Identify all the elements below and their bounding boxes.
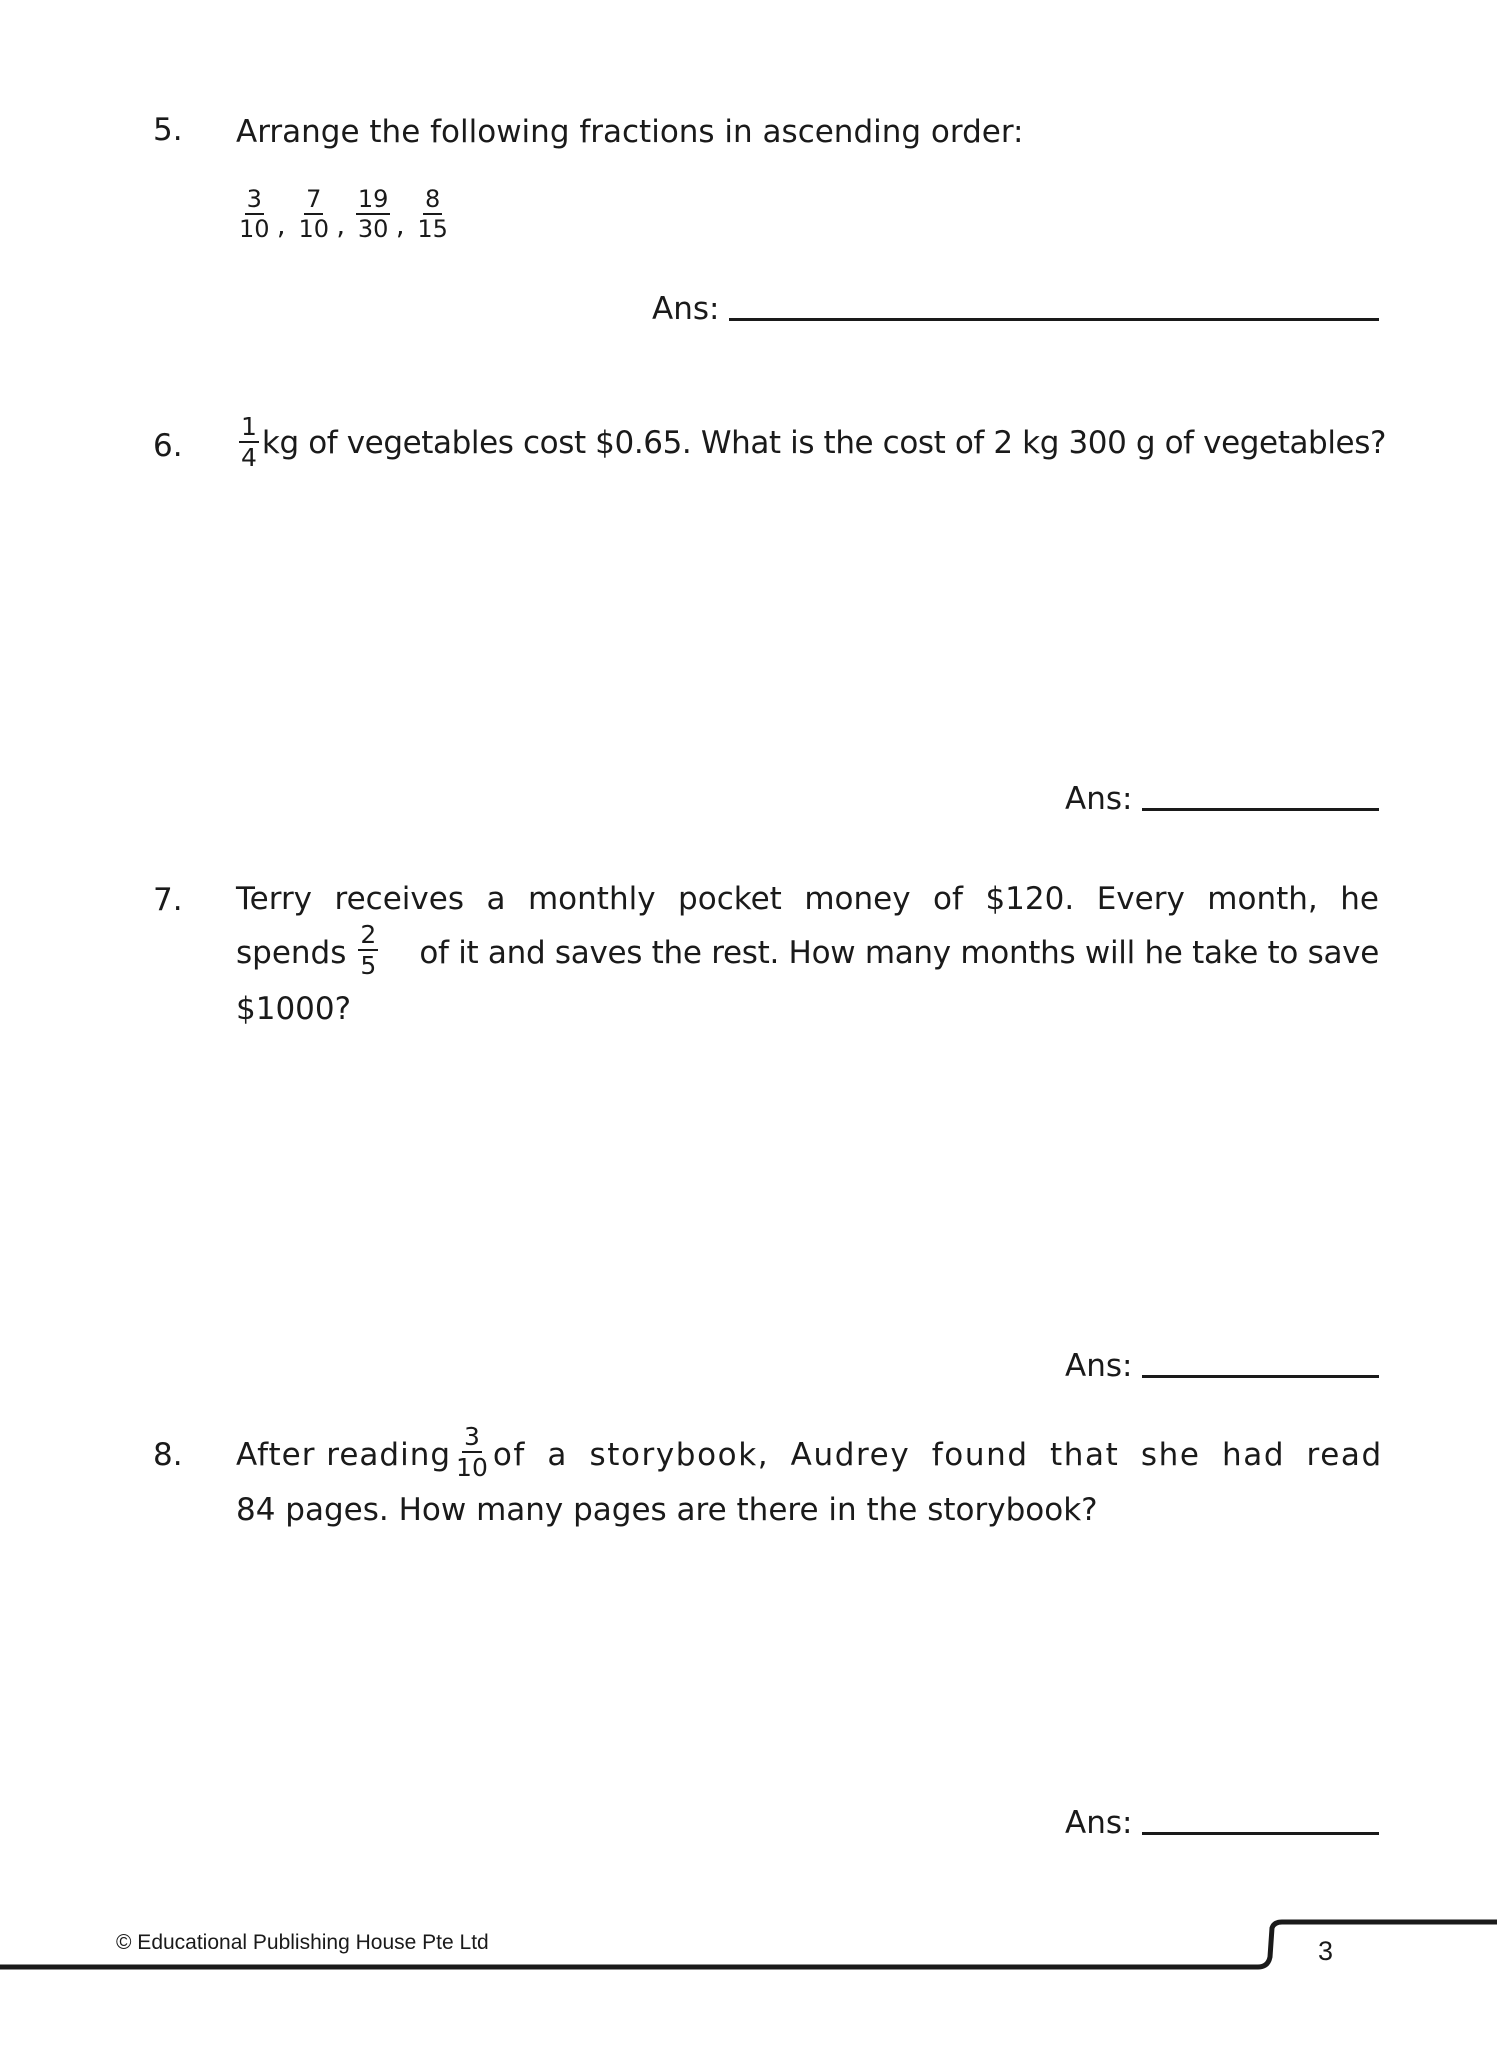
fraction-denominator: 15: [417, 215, 448, 243]
answer-label: Ans:: [652, 291, 720, 327]
question-8-text-after: of a storybook, Audrey found that she had read: [492, 1437, 1383, 1473]
fraction: [296, 187, 331, 241]
fraction: [454, 1424, 490, 1480]
fraction: [239, 411, 259, 472]
question-7-line-1: Terry receives a monthly pocket money of $120. Every month, he: [236, 881, 1379, 917]
question-7-line-2: [236, 920, 1379, 981]
question-6-text-line: [236, 411, 1387, 473]
fraction-denominator: 10: [239, 215, 270, 243]
question-5-number: 5.: [153, 112, 183, 148]
answer-line[interactable]: [1142, 1375, 1379, 1378]
question-6-text: kg of vegetables cost $0.65. What is the cost of 2 kg 300 g of vegetables?: [261, 425, 1387, 461]
fraction-separator: ’: [276, 225, 286, 258]
question-8-number: 8.: [153, 1437, 183, 1473]
fraction-numerator: 3: [464, 1422, 480, 1451]
copyright-text: © Educational Publishing House Pte Ltd: [116, 1931, 489, 1954]
answer-line[interactable]: [1142, 1832, 1379, 1835]
fraction-numerator: 19: [357, 185, 389, 213]
fraction-denominator: 10: [298, 215, 329, 243]
fraction-numerator: 8: [424, 185, 441, 213]
question-5-fractions: [234, 185, 453, 258]
fraction-numerator: 7: [306, 185, 322, 213]
fraction-denominator: 10: [456, 1453, 488, 1482]
fraction-separator: ’: [336, 225, 345, 258]
fraction-denominator: 4: [241, 442, 257, 472]
question-7-line-3: $1000?: [236, 991, 352, 1027]
question-7-text-before: spends: [236, 935, 347, 971]
footer-rule: [0, 1910, 1497, 1970]
question-6-number: 6.: [153, 428, 183, 464]
fraction-denominator: 30: [357, 215, 389, 243]
fraction: [415, 187, 450, 241]
question-8-line-2: 84 pages. How many pages are there in the storybook?: [236, 1492, 1098, 1528]
fraction: [237, 187, 272, 241]
fraction-separator: ’: [395, 225, 405, 258]
question-7-number: 7.: [153, 882, 183, 918]
question-5-text: Arrange the following fractions in ascending order:: [236, 114, 1024, 150]
answer-label: Ans:: [1065, 1805, 1133, 1841]
fraction-denominator: 5: [360, 951, 377, 980]
question-8-text-before: After reading: [236, 1437, 452, 1473]
question-7-line-2-start: [236, 920, 388, 981]
answer-label: Ans:: [1065, 1348, 1133, 1384]
answer-label: Ans:: [1065, 781, 1133, 817]
page-number: 3: [1318, 1936, 1334, 1966]
fraction: [358, 922, 378, 978]
question-7-text-after: of it and saves the rest. How many months will he take to save: [419, 935, 1379, 971]
answer-line[interactable]: [1142, 808, 1379, 811]
fraction-numerator: 2: [360, 920, 377, 949]
fraction-numerator: 1: [241, 411, 257, 441]
question-8-line-1: [236, 1422, 1383, 1483]
answer-line[interactable]: [729, 318, 1379, 321]
fraction-numerator: 3: [246, 185, 262, 213]
fraction: [356, 187, 391, 241]
